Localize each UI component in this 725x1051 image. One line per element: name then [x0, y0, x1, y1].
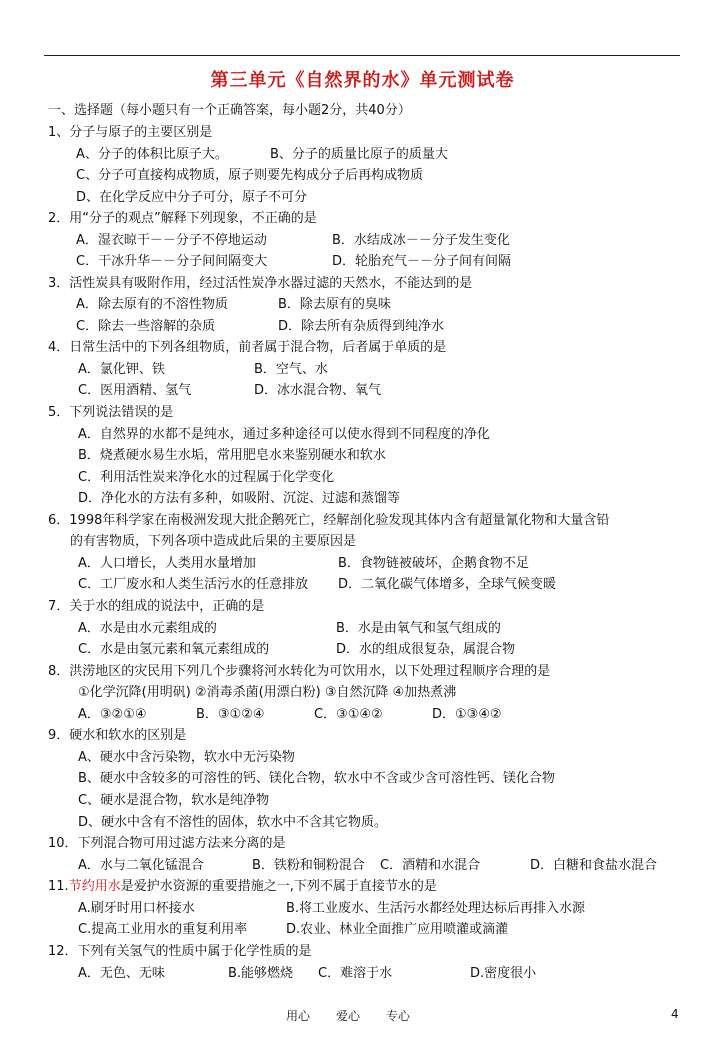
- q9-option-c: C、硬水是混合物，软水是纯净物: [78, 793, 270, 808]
- q8-option-c: C．③①④②: [314, 707, 383, 722]
- q2-option-a: A．湿衣晾干－－分子不停地运动: [76, 233, 267, 248]
- q10-option-c: C．酒精和水混合: [380, 858, 481, 873]
- q6-option-a: A．人口增长，人类用水量增加: [78, 556, 256, 571]
- question-11-highlight: 节约用水: [68, 879, 121, 894]
- question-1: 1、分子与原子的主要区别是: [48, 125, 213, 140]
- question-2: 2．用“分子的观点”解释下列现象，不正确的是: [48, 211, 317, 226]
- footer-motto-1: 用心: [286, 1009, 311, 1023]
- question-8: 8．洪涝地区的灾民用下列几个步骤将河水转化为可饮用水，以下处理过程顺序合理的是: [48, 664, 551, 679]
- q11-option-d: D.农业、林业全面推广应用喷灌或滴灌: [286, 922, 509, 937]
- question-11-number: 11.: [48, 879, 69, 894]
- q12-option-a: A．无色、无味: [78, 966, 165, 981]
- q10-option-b: B．铁粉和铜粉混合: [252, 858, 365, 873]
- question-3: 3．活性炭具有吸附作用，经过活性炭净水器过滤的天然水，不能达到的是: [48, 276, 473, 291]
- q6-option-b: B．食物链被破坏，企鹅食物不足: [338, 556, 529, 571]
- q7-option-a: A．水是由水元素组成的: [78, 621, 217, 636]
- q8-option-b: B．③①②④: [196, 707, 265, 722]
- question-10: 10．下列混合物可用过滤方法来分离的是: [48, 836, 286, 851]
- question-6: 6．1998年科学家在南极洲发现大批企鹅死亡，经解剖化验发现其体内含有超量氰化物和大量含铅: [48, 513, 610, 528]
- q7-option-c: C．水是由氢元素和氧元素组成的: [78, 642, 270, 657]
- q5-option-b: B．烧煮硬水易生水垢，常用肥皂水来鉴别硬水和软水: [78, 448, 386, 463]
- question-5: 5．下列说法错误的是: [48, 405, 174, 420]
- q4-option-d: D．冰水混合物、氧气: [254, 383, 382, 398]
- q2-option-d: D．轮胎充气－－分子间有间隔: [332, 254, 512, 269]
- question-9: 9．硬水和软水的区别是: [48, 728, 187, 743]
- q3-option-d: D．除去所有杂质得到纯净水: [278, 319, 445, 334]
- q4-option-a: A．氯化钾、铁: [78, 362, 165, 377]
- question-6-cont: 的有害物质，下列各项中造成此后果的主要原因是: [70, 534, 357, 549]
- page-title: 第三单元《自然界的水》单元测试卷: [210, 70, 515, 91]
- q3-option-a: A．除去原有的不溶性物质: [76, 297, 228, 312]
- q5-option-c: C．利用活性炭来净化水的过程属于化学变化: [78, 470, 335, 485]
- question-7: 7．关于水的组成的说法中，正确的是: [48, 599, 265, 614]
- q5-option-a: A．自然界的水都不是纯水，通过多种途径可以使水得到不同程度的净化: [78, 427, 490, 442]
- q9-option-d: D、硬水中含有不溶性的固体，软水中不含其它物质。: [78, 815, 388, 830]
- q1-option-b: B、分子的质量比原子的质量大: [270, 147, 448, 162]
- q9-option-b: B、硬水中含较多的可溶性的钙、镁化合物，软水中不含或少含可溶性钙、镁化合物: [78, 771, 555, 786]
- q7-option-d: D．水的组成很复杂，属混合物: [336, 642, 516, 657]
- q2-option-b: B．水结成冰－－分子发生变化: [332, 233, 510, 248]
- q3-option-c: C．除去一些溶解的杂质: [76, 319, 216, 334]
- q4-option-c: C．医用酒精、氢气: [78, 383, 192, 398]
- q1-option-c: C、分子可直接构成物质，原子则要先构成分子后再构成物质: [76, 168, 424, 183]
- section-heading: 一、选择题（每小题只有一个正确答案，每小题2分，共40分）: [48, 103, 411, 118]
- q6-option-d: D．二氧化碳气体增多，全球气候变暖: [338, 577, 557, 592]
- q12-option-c: C．难溶于水: [318, 966, 393, 981]
- q1-option-d: D、在化学反应中分子可分，原子不可分: [76, 190, 308, 205]
- q11-option-c: C.提高工业用水的重复利用率: [78, 922, 248, 937]
- q6-option-c: C．工厂废水和人类生活污水的任意排放: [78, 577, 309, 592]
- question-12: 12．下列有关氢气的性质中属于化学性质的是: [48, 944, 312, 959]
- q12-option-d: D.密度很小: [470, 966, 537, 981]
- q7-option-b: B．水是由氧气和氢气组成的: [336, 621, 501, 636]
- question-4: 4．日常生活中的下列各组物质，前者属于混合物，后者属于单质的是: [48, 340, 447, 355]
- question-11: [48, 879, 437, 895]
- q11-option-a: A.刷牙时用口杯接水: [78, 901, 195, 916]
- q5-option-d: D．净化水的方法有多种，如吸附、沉淀、过滤和蒸馏等: [78, 491, 401, 506]
- q1-option-a: A、分子的体积比原子大。: [76, 147, 228, 162]
- q8-steps: ①化学沉降(用明矾) ②消毒杀菌(用漂白粉) ③自然沉降 ④加热煮沸: [78, 685, 457, 700]
- footer-motto-2: 爱心: [336, 1009, 361, 1023]
- header-rule: [44, 55, 680, 56]
- q11-option-b: B.将工业废水、生活污水都经处理达标后再排入水源: [286, 901, 586, 916]
- footer-motto-3: 专心: [386, 1009, 411, 1023]
- q9-option-a: A、硬水中含污染物，软水中无污染物: [78, 750, 295, 765]
- q4-option-b: B．空气、水: [254, 362, 328, 377]
- q8-option-a: A．③②①④: [78, 707, 147, 722]
- q2-option-c: C．干冰升华－－分子间间隔变大: [76, 254, 268, 269]
- q10-option-d: D．白糖和食盐水混合: [530, 858, 658, 873]
- question-11-text: 是爱护水资源的重要措施之一,下列不属于直接节水的是: [120, 879, 437, 894]
- q12-option-b: B.能够燃烧: [228, 966, 294, 981]
- q8-option-d: D．①③④②: [432, 707, 502, 722]
- q10-option-a: A．水与二氧化锰混合: [78, 858, 204, 873]
- page-number: 4: [671, 1007, 679, 1021]
- q3-option-b: B．除去原有的臭味: [278, 297, 391, 312]
